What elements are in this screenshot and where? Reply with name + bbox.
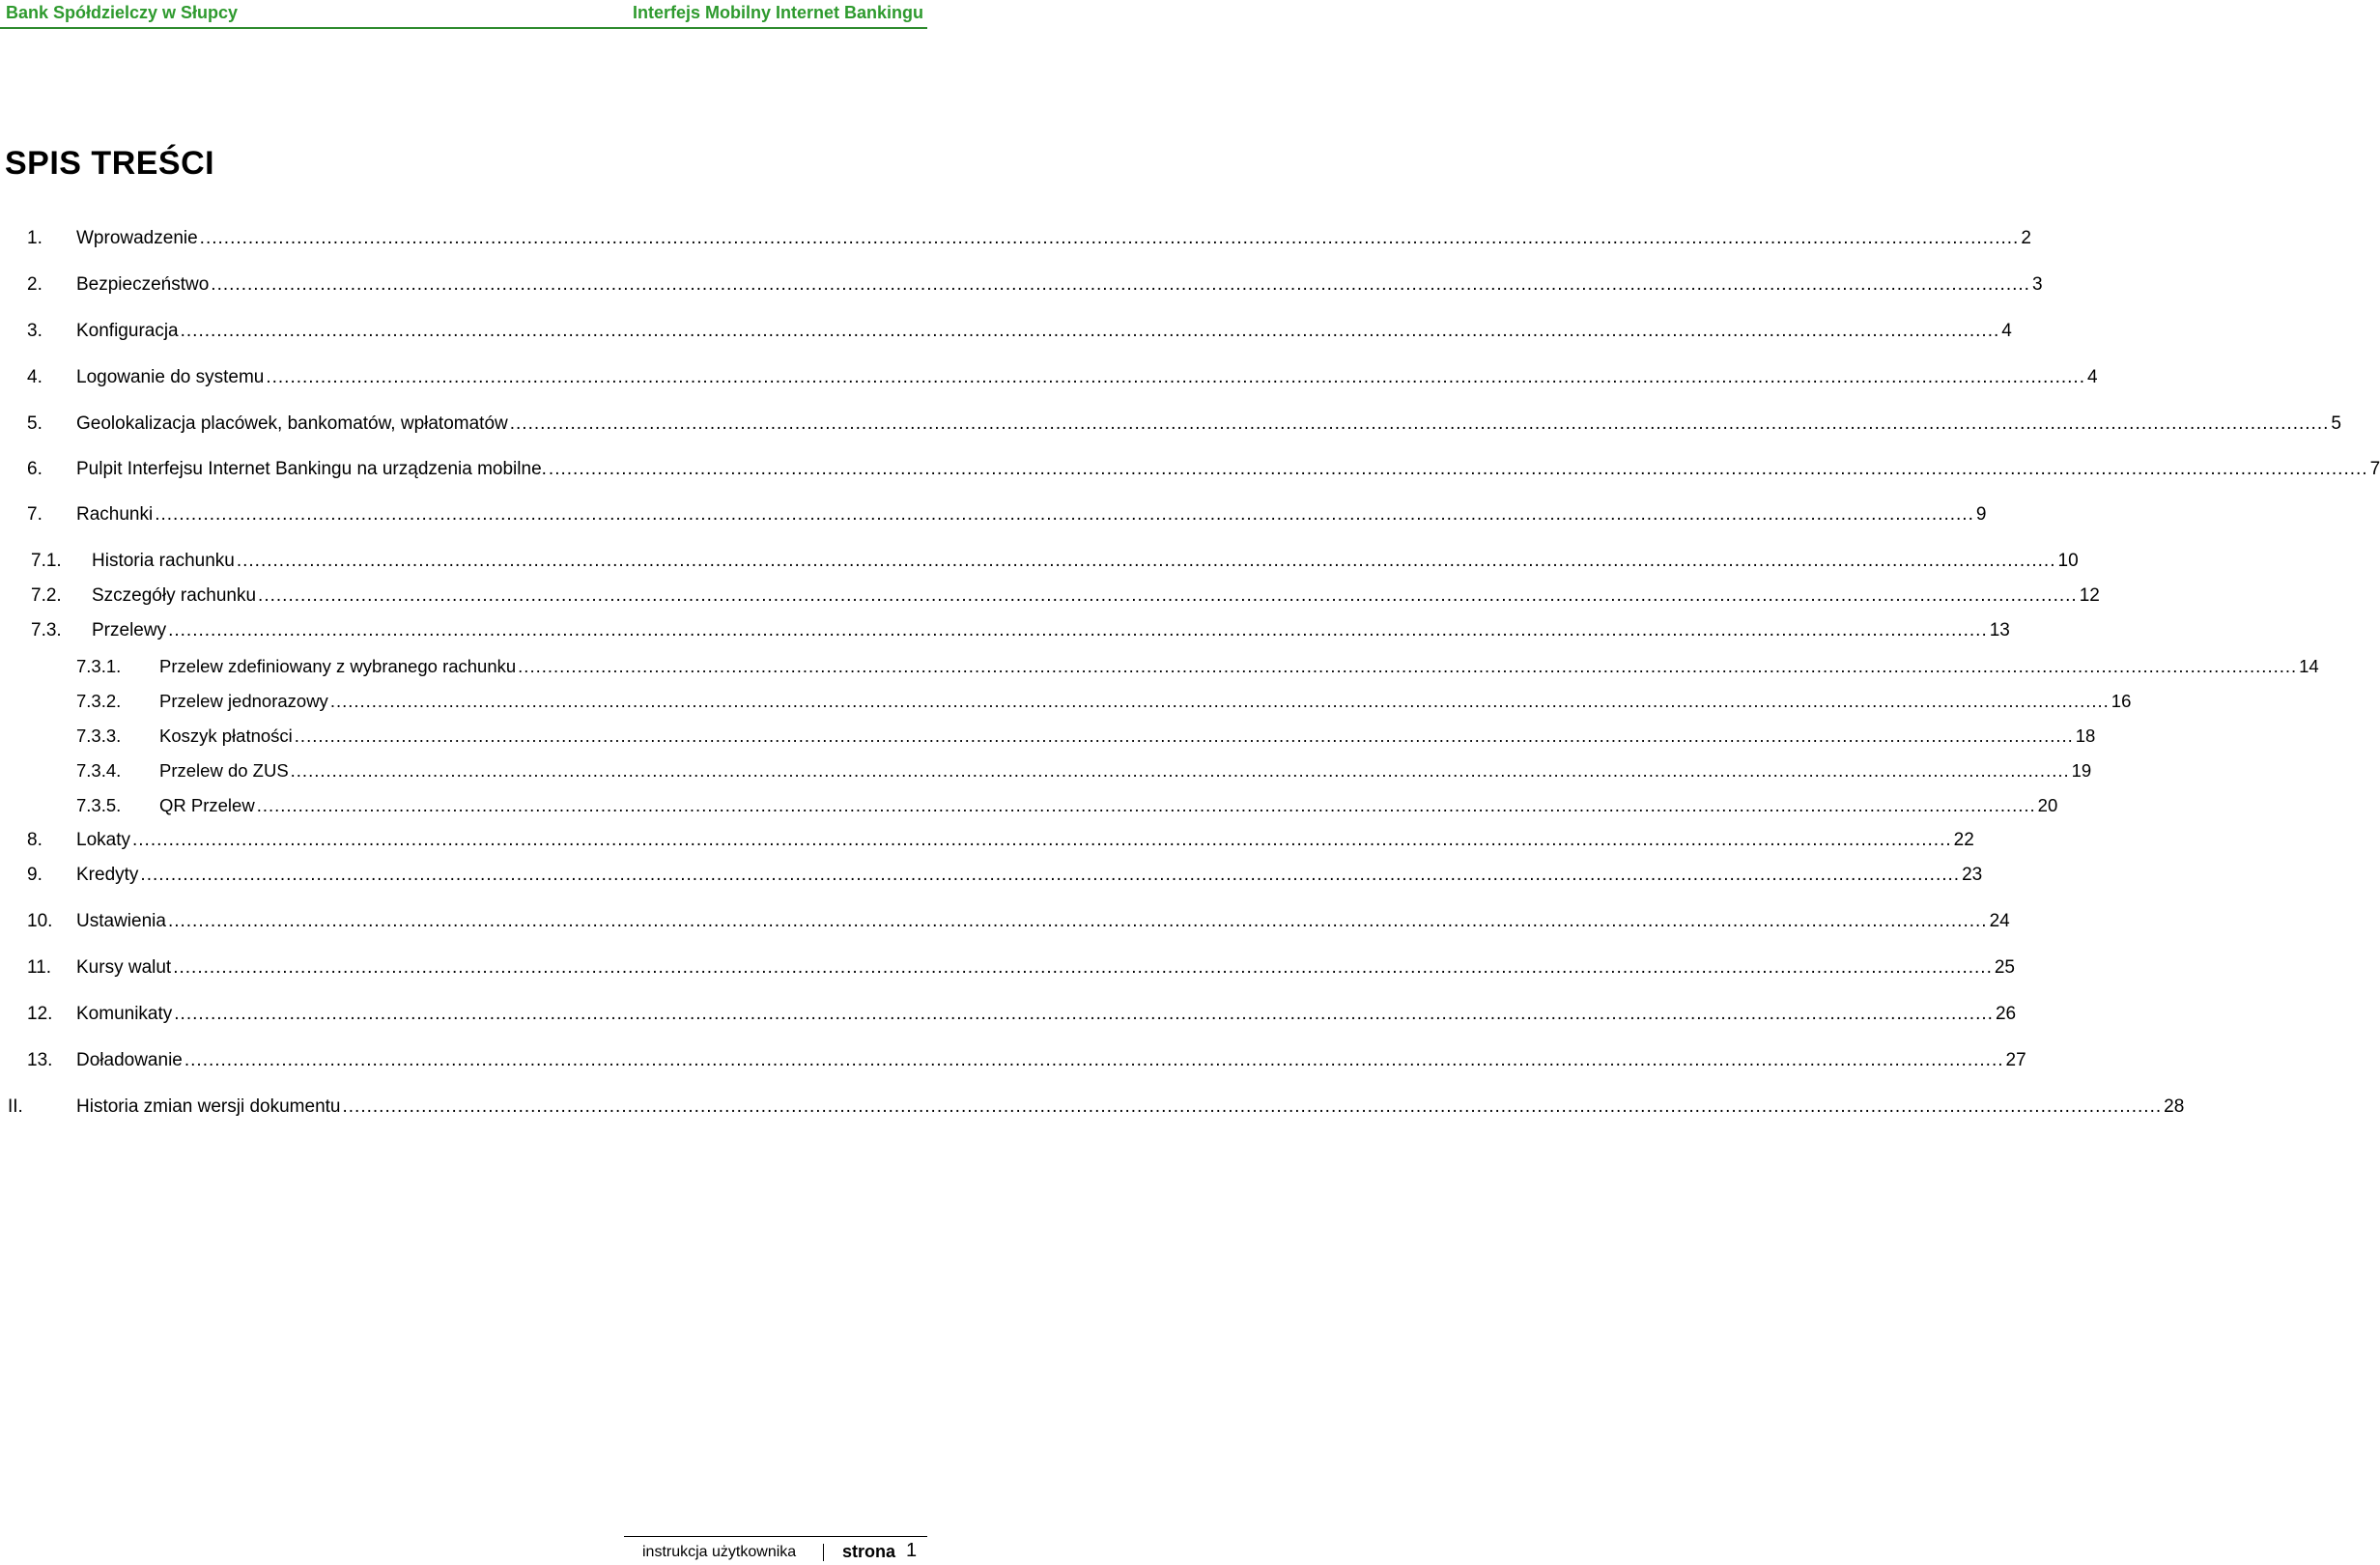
toc-dot-leader: ............................................................................................................................................................................................................................................................................................................	[174, 1004, 1994, 1024]
toc-entry-number: 13.	[27, 1050, 53, 1070]
toc-entry-page: 16	[2111, 691, 2132, 711]
toc-entry-title: Doładowanie	[76, 1050, 183, 1070]
toc-dot-leader: ............................................................................................................................................................................................................................................................................................................	[155, 504, 1974, 525]
toc-entry[interactable]	[0, 1049, 2026, 1072]
toc-entry-title: Rachunki	[76, 504, 154, 525]
toc-entry-page: 3	[2031, 274, 2043, 295]
toc-entry-title: Szczegóły rachunku	[92, 585, 257, 606]
toc-entry-title: Koszyk płatności	[159, 726, 293, 746]
document-title: Interfejs Mobilny Internet Bankingu	[632, 3, 923, 22]
toc-dot-leader: ............................................................................................................................................................................................................................................................................................................	[548, 459, 2368, 479]
toc-entry-page: 9	[1975, 504, 1987, 525]
toc-entry-page: 5	[2331, 413, 2341, 434]
toc-entry-page: 20	[2037, 795, 2058, 815]
toc-entry-number: 7.	[27, 504, 42, 525]
toc-entry-page: 27	[2005, 1050, 2026, 1070]
toc-entry-page: 7	[2369, 459, 2380, 479]
toc-entry-number: 7.3.4.	[76, 760, 122, 781]
toc-dot-leader: ............................................................................................................................................................................................................................................................................................................	[184, 1050, 2004, 1070]
toc-entry[interactable]	[0, 584, 2100, 608]
toc-entry-title: Komunikaty	[76, 1004, 173, 1024]
toc-dot-leader: ............................................................................................................................................................................................................................................................................................................	[173, 957, 1993, 978]
toc-entry-number: 2.	[27, 274, 42, 295]
toc-entry[interactable]	[0, 227, 2031, 250]
toc-entry-title: Ustawienia	[76, 911, 166, 931]
toc-entry-title: Przelew do ZUS	[159, 760, 289, 781]
toc-entry-page: 10	[2057, 551, 2079, 571]
toc-entry[interactable]	[0, 273, 2043, 297]
footer-separator	[823, 1544, 824, 1561]
toc-entry-title: Historia zmian wersji dokumentu	[76, 1096, 341, 1117]
toc-entry[interactable]	[0, 619, 2010, 642]
toc-entry[interactable]	[0, 366, 2098, 389]
toc-entry[interactable]	[0, 320, 2012, 343]
toc-entry-number: 7.3.	[31, 620, 62, 640]
toc-dot-leader: ............................................................................................................................................................................................................................................................................................................	[167, 911, 1988, 931]
toc-entry[interactable]	[0, 550, 2079, 573]
toc-entry-number: 11.	[27, 957, 52, 978]
toc-entry[interactable]	[0, 458, 2380, 481]
toc-entry-number: 10.	[27, 911, 53, 931]
toc-entry-title: Konfiguracja	[76, 321, 179, 341]
toc-entry-page: 28	[2164, 1096, 2185, 1117]
toc-entry-title: Kursy walut	[76, 957, 172, 978]
toc-entry[interactable]	[0, 413, 2341, 436]
toc-entry-number: 7.3.1.	[76, 656, 122, 676]
footer-page-label: strona	[842, 1542, 896, 1561]
toc-dot-leader: ............................................................................................................................................................................................................................................................................................................	[294, 726, 2074, 746]
toc-dot-leader: ............................................................................................................................................................................................................................................................................................................	[168, 620, 1988, 640]
toc-entry-number: 8.	[27, 830, 42, 850]
toc-entry-page: 4	[2087, 367, 2098, 387]
toc-dot-leader: ............................................................................................................................................................................................................................................................................................................	[509, 413, 2330, 434]
toc-heading: SPIS TREŚCI	[5, 145, 215, 182]
toc-entry-number: 7.3.3.	[76, 726, 122, 746]
toc-entry-title: Logowanie do systemu	[76, 367, 265, 387]
toc-dot-leader: ............................................................................................................................................................................................................................................................................................................	[518, 656, 2298, 676]
footer-rule	[624, 1536, 927, 1537]
toc-entry-page: 22	[1953, 830, 1974, 850]
toc-entry[interactable]	[0, 956, 2015, 980]
toc-entry-number: 7.2.	[31, 585, 62, 606]
toc-entry-title: Historia rachunku	[92, 551, 235, 571]
toc-dot-leader: ............................................................................................................................................................................................................................................................................................................	[199, 228, 2020, 248]
toc-entry[interactable]	[0, 910, 2010, 933]
toc-dot-leader: ............................................................................................................................................................................................................................................................................................................	[290, 760, 2070, 781]
toc-entry-page: 26	[1995, 1004, 2017, 1024]
toc-dot-leader: ............................................................................................................................................................................................................................................................................................................	[342, 1096, 2163, 1117]
toc-entry-number: II.	[8, 1096, 23, 1117]
toc-dot-leader: ............................................................................................................................................................................................................................................................................................................	[256, 795, 2036, 815]
toc-entry[interactable]	[0, 690, 2132, 713]
toc-dot-leader: ............................................................................................................................................................................................................................................................................................................	[140, 865, 1961, 885]
footer-label: instrukcja użytkownika	[642, 1544, 797, 1560]
toc-entry-title: Pulpit Interfejsu Internet Bankingu na urządzenia mobilne.	[76, 459, 547, 479]
toc-entry-title: Geolokalizacja placówek, bankomatów, wpłatomatów	[76, 413, 508, 434]
footer-page-number: 1	[906, 1540, 918, 1561]
toc-entry[interactable]	[0, 1003, 2017, 1026]
toc-entry-page: 2	[2021, 228, 2031, 248]
toc-dot-leader: ............................................................................................................................................................................................................................................................................................................	[131, 830, 1952, 850]
toc-dot-leader: ............................................................................................................................................................................................................................................................................................................	[180, 321, 2000, 341]
toc-entry-title: Lokaty	[76, 830, 130, 850]
toc-entry-number: 4.	[27, 367, 42, 387]
toc-entry[interactable]	[0, 864, 1983, 887]
toc-entry[interactable]	[0, 725, 2096, 748]
toc-entry-page: 13	[1989, 620, 2010, 640]
toc-entry[interactable]	[0, 503, 1987, 526]
toc-entry-page: 14	[2299, 656, 2319, 676]
toc-entry-page: 19	[2071, 760, 2092, 781]
toc-entry[interactable]	[0, 759, 2092, 782]
toc-entry-title: Przelew zdefiniowany z wybranego rachunku	[159, 656, 517, 676]
toc-dot-leader: ............................................................................................................................................................................................................................................................................................................	[258, 585, 2078, 606]
toc-entry[interactable]	[0, 655, 2319, 678]
toc-entry-title: Przelew jednorazowy	[159, 691, 328, 711]
toc-entry-title: Wprowadzenie	[76, 228, 198, 248]
toc-entry-page: 25	[1994, 957, 2015, 978]
toc-entry-number: 9.	[27, 865, 42, 885]
toc-entry[interactable]	[0, 794, 2058, 817]
toc-entry-number: 1.	[27, 228, 42, 248]
toc-entry-title: Bezpieczeństwo	[76, 274, 210, 295]
toc-entry-title: Przelewy	[92, 620, 167, 640]
page-footer	[0, 1536, 927, 1565]
toc-entry-page: 18	[2075, 726, 2096, 746]
toc-entry-number: 5.	[27, 413, 42, 434]
toc-dot-leader: ............................................................................................................................................................................................................................................................................................................	[236, 551, 2056, 571]
toc-entry[interactable]	[0, 1096, 2185, 1119]
toc-entry-number: 6.	[27, 459, 42, 479]
toc-entry-number: 7.1.	[31, 551, 62, 571]
toc-entry-number: 7.3.2.	[76, 691, 122, 711]
toc-dot-leader: ............................................................................................................................................................................................................................................................................................................	[329, 691, 2110, 711]
toc-entry-page: 24	[1989, 911, 2010, 931]
toc-entry-title: QR Przelew	[159, 795, 255, 815]
toc-entry-number: 3.	[27, 321, 42, 341]
toc-entry-page: 23	[1962, 865, 1983, 885]
bank-name: Bank Spółdzielczy w Słupcy	[6, 3, 239, 22]
toc-entry-page: 12	[2079, 585, 2100, 606]
toc-entry-number: 7.3.5.	[76, 795, 122, 815]
toc-dot-leader: ............................................................................................................................................................................................................................................................................................................	[266, 367, 2085, 387]
toc-entry-title: Kredyty	[76, 865, 139, 885]
toc-entry-number: 12.	[27, 1004, 53, 1024]
toc-entry-page: 4	[2001, 321, 2012, 341]
toc-entry[interactable]	[0, 829, 1974, 852]
toc-dot-leader: ............................................................................................................................................................................................................................................................................................................	[211, 274, 2030, 295]
